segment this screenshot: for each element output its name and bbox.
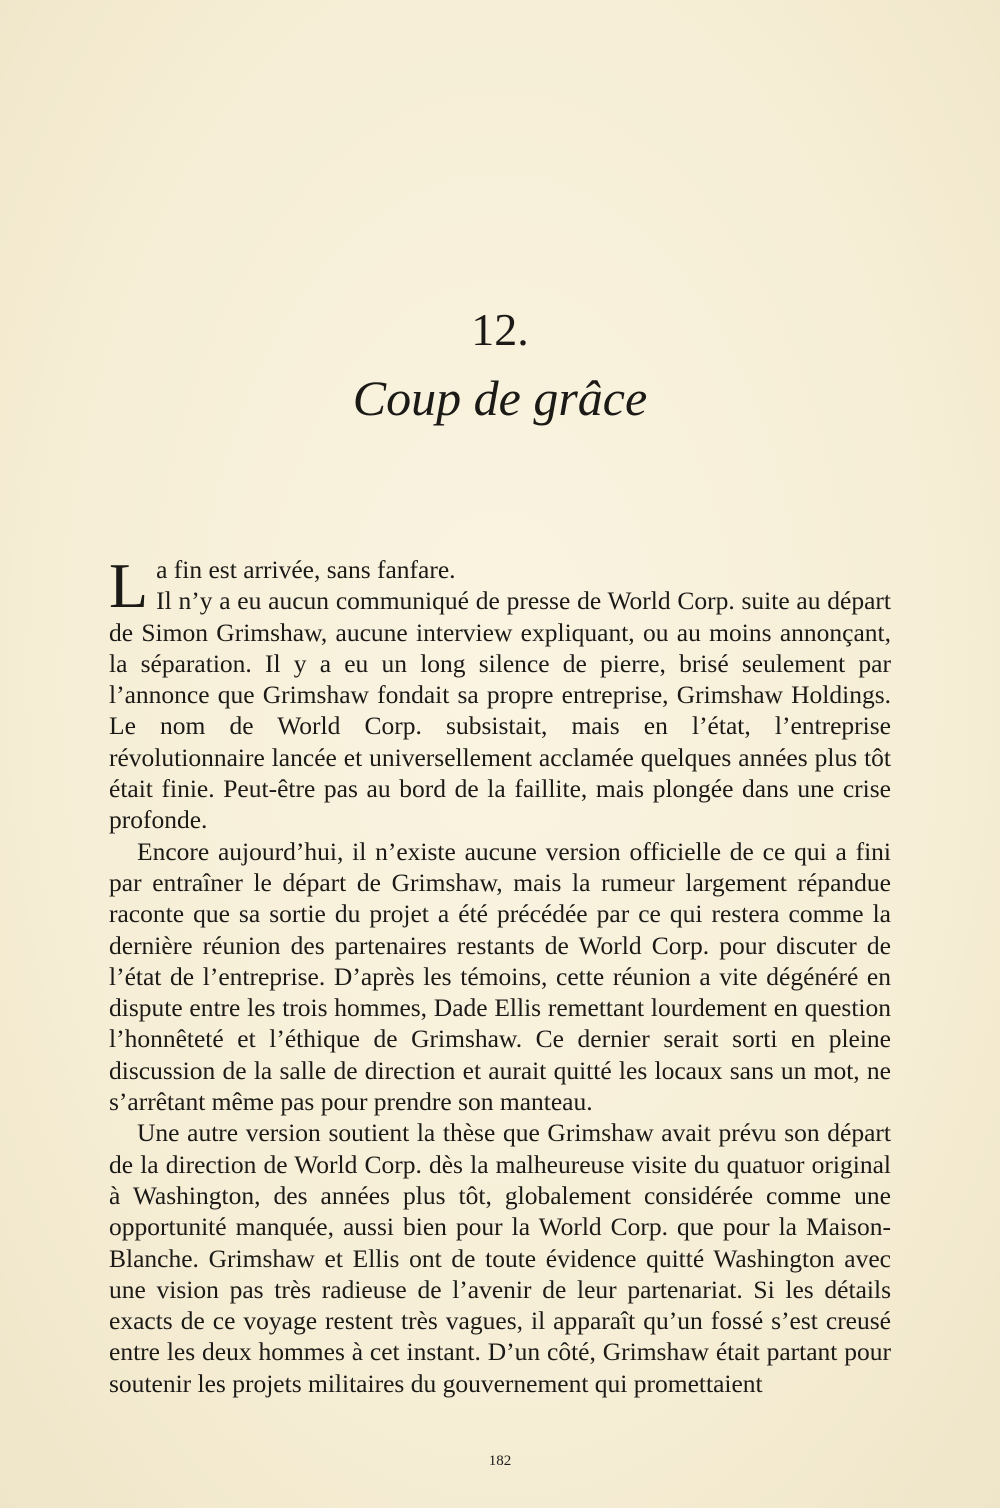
chapter-number: 12. [471, 304, 529, 355]
page-number: 182 [488, 1453, 512, 1469]
chapter-title: Coup de grâce [352, 370, 648, 426]
drop-cap: L [109, 550, 149, 621]
paragraph-2: Il n’y a eu aucun communiqué de presse de World Corp. suite au départ de Simon Grimshaw, aucune interview expliquant, ou au moins annonçant, la séparation. Il y a eu un long silence de pierre, brisé seulement par l’annonce que Grimshaw fondait sa propre entreprise, Grimshaw Holdings. Le nom de World Corp. subsistait, mais en l’état, l’entreprise révolutionnaire lancée et universellement acclamée quelques années plus tôt était finie. Peut-être pas au bord de la faillite, mais plongée dans une crise profonde. [109, 586, 891, 835]
chapter-body [109, 550, 891, 1399]
paragraph-1-text: a fin est arrivée, sans fanfare. [156, 555, 456, 584]
paragraph-1 [109, 550, 891, 621]
paragraph-3: Encore aujourd’hui, il n’existe aucune version officielle de ce qui a fini par entraîner le départ de Grimshaw, mais la rumeur largement répandue raconte que sa sortie du projet a été précédée par ce qui restera comme la dernière réunion des partenaires restants de World Corp. pour discuter de l’état de l’entreprise. D’après les témoins, cette réunion a vite dégénéré en dispute entre les trois hommes, Dade Ellis remettant lourdement en question l’honnêteté et l’éthique de Grimshaw. Ce dernier serait sorti en pleine discussion de la salle de direction et aurait quitté les locaux sans un mot, ne s’arrêtant même pas pour prendre son manteau. [109, 836, 891, 1117]
paragraph-4: Une autre version soutient la thèse que Grimshaw avait prévu son départ de la direction de World Corp. dès la malheureuse visite du quatuor original à Washington, des années plus tôt, globalement considérée comme une opportunité manquée, aussi bien pour la World Corp. que pour la Maison-Blanche. Grimshaw et Ellis ont de toute évidence quitté Washington avec une vision pas très radieuse de l’avenir de leur partenariat. Si les détails exacts de ce voyage restent très vagues, il apparaît qu’un fossé s’est creusé entre les deux hommes à cet instant. D’un côté, Grimshaw était partant pour soutenir les projets militaires du gouvernement qui promettaient [109, 1118, 891, 1398]
